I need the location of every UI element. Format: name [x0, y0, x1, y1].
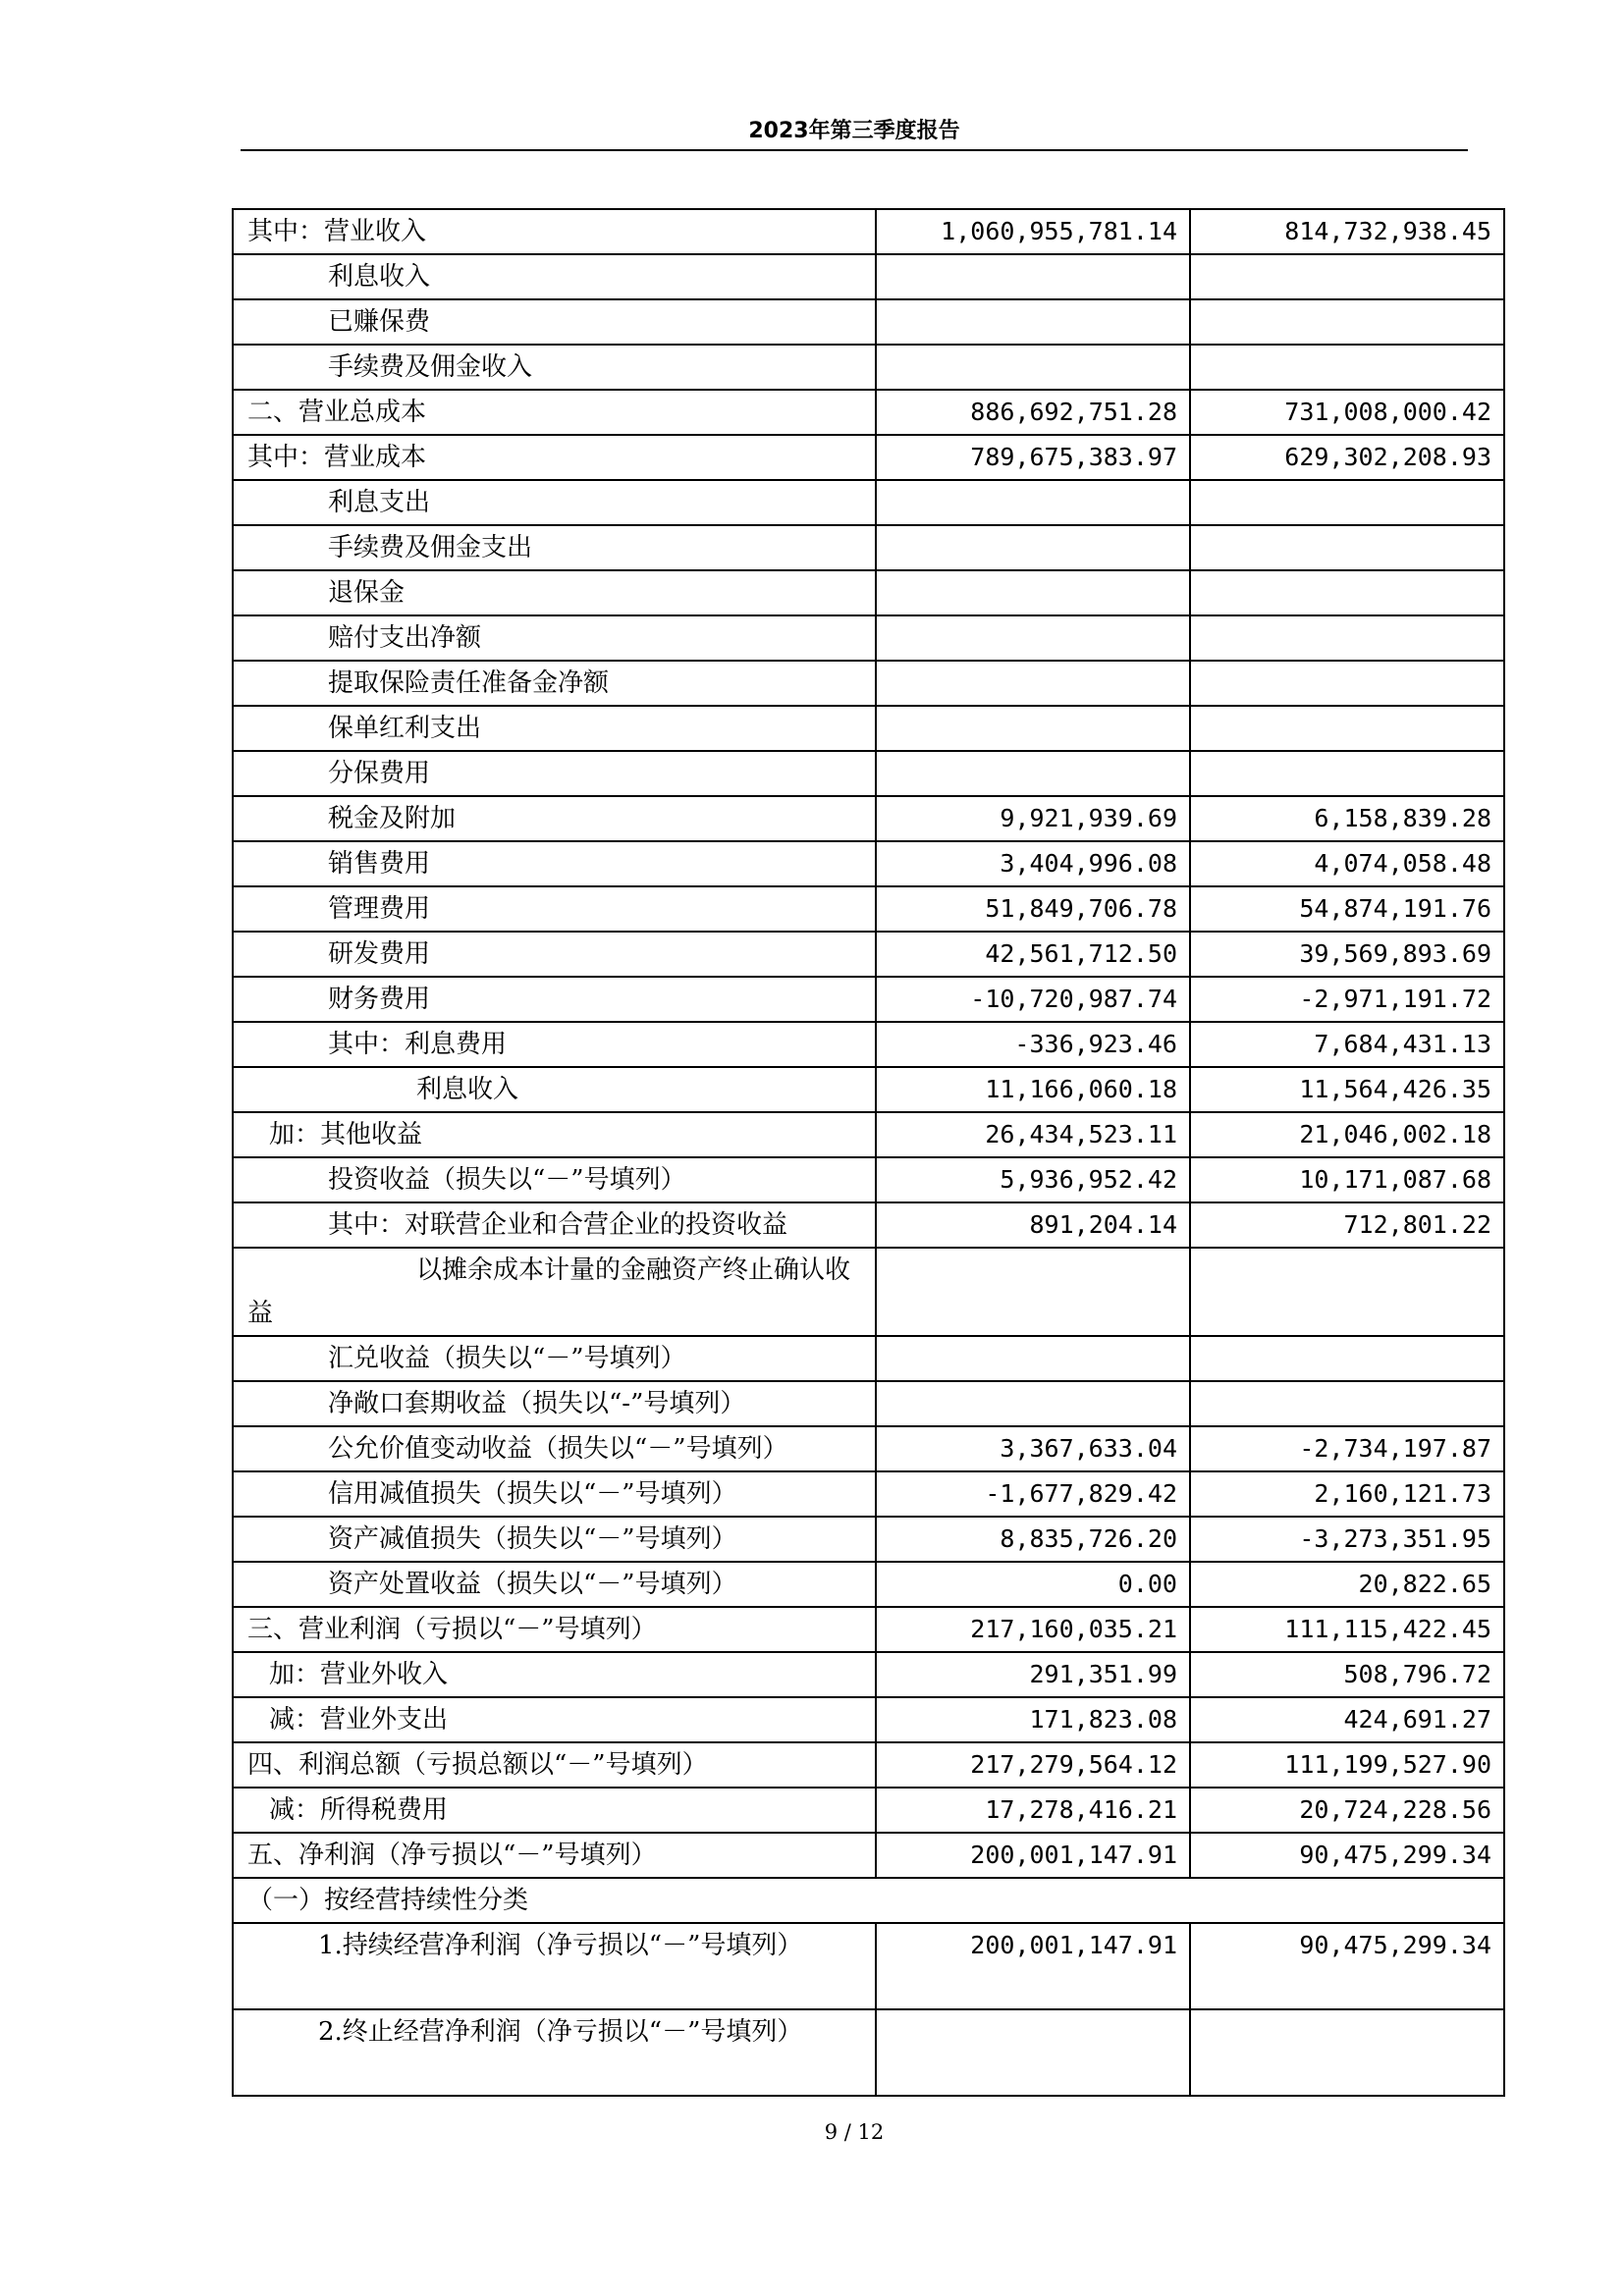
current-period-value: 217,160,035.21 — [876, 1607, 1190, 1652]
current-period-value: 3,367,633.04 — [876, 1426, 1190, 1471]
header-divider — [241, 149, 1468, 151]
current-period-value: 200,001,147.91 — [876, 1833, 1190, 1878]
row-label-cell — [233, 932, 876, 977]
row-label-cell — [233, 1202, 876, 1248]
prior-period-value: -2,734,197.87 — [1190, 1426, 1504, 1471]
row-label-cell — [233, 1022, 876, 1067]
prior-period-value — [1190, 299, 1504, 345]
row-label-cell — [233, 299, 876, 345]
table-row — [233, 977, 1504, 1022]
row-label: 净敞口套期收益（损失以“-”号填列） — [328, 1389, 746, 1418]
row-label: 保单红利支出 — [328, 714, 482, 743]
prior-period-value: 814,732,938.45 — [1190, 209, 1504, 254]
row-label-cell — [233, 435, 876, 480]
prior-period-value: 90,475,299.34 — [1190, 1833, 1504, 1878]
row-label-cell — [233, 841, 876, 886]
current-period-value — [876, 1336, 1190, 1381]
table-row — [233, 1788, 1504, 1833]
prior-period-value — [1190, 1381, 1504, 1426]
prior-period-value — [1190, 254, 1504, 299]
row-label-cell — [233, 796, 876, 841]
row-label-cell — [233, 570, 876, 615]
row-label-cell — [233, 1157, 876, 1202]
row-label-cell — [233, 706, 876, 751]
row-label-cell — [233, 977, 876, 1022]
table-row — [233, 1112, 1504, 1157]
prior-period-value: 39,569,893.69 — [1190, 932, 1504, 977]
prior-period-value: -2,971,191.72 — [1190, 977, 1504, 1022]
table-row — [233, 1202, 1504, 1248]
row-label-cell — [233, 1652, 876, 1697]
prior-period-value — [1190, 480, 1504, 525]
row-label: 1.持续经营净利润（净亏损以“－”号填列） — [318, 1931, 803, 1960]
table-row — [233, 615, 1504, 661]
table-row — [233, 1652, 1504, 1697]
row-label: 其中：对联营企业和合营企业的投资收益 — [328, 1210, 788, 1240]
row-label: 其中：营业收入 — [247, 217, 427, 246]
prior-period-value: 7,684,431.13 — [1190, 1022, 1504, 1067]
prior-period-value: 11,564,426.35 — [1190, 1067, 1504, 1112]
current-period-value: 11,166,060.18 — [876, 1067, 1190, 1112]
prior-period-value — [1190, 345, 1504, 390]
prior-period-value: 111,199,527.90 — [1190, 1742, 1504, 1788]
current-period-value: 1,060,955,781.14 — [876, 209, 1190, 254]
current-period-value: 51,849,706.78 — [876, 886, 1190, 932]
table-row — [233, 1336, 1504, 1381]
prior-period-value — [1190, 2009, 1504, 2096]
current-period-value: 171,823.08 — [876, 1697, 1190, 1742]
row-label-cell — [233, 1562, 876, 1607]
prior-period-value — [1190, 706, 1504, 751]
row-label-cell — [233, 1607, 876, 1652]
prior-period-value: 54,874,191.76 — [1190, 886, 1504, 932]
row-label: 分保费用 — [328, 759, 431, 788]
prior-period-value: 111,115,422.45 — [1190, 1607, 1504, 1652]
row-label: 研发费用 — [328, 939, 431, 969]
row-label-cell — [233, 1742, 876, 1788]
row-label: 利息支出 — [328, 488, 431, 517]
table-row — [233, 209, 1504, 254]
current-period-value: 9,921,939.69 — [876, 796, 1190, 841]
current-period-value — [876, 570, 1190, 615]
row-label: 投资收益（损失以“－”号填列） — [328, 1165, 686, 1195]
row-label: 其中：营业成本 — [247, 443, 427, 472]
row-label: 加：其他收益 — [269, 1120, 423, 1149]
current-period-value: -1,677,829.42 — [876, 1471, 1190, 1517]
row-label-cell — [233, 886, 876, 932]
row-label-cell — [233, 1067, 876, 1112]
prior-period-value: 6,158,839.28 — [1190, 796, 1504, 841]
table-row — [233, 1471, 1504, 1517]
table-row — [233, 706, 1504, 751]
current-period-value — [876, 480, 1190, 525]
table-row — [233, 1426, 1504, 1471]
page-number: 9 / 12 — [824, 2120, 885, 2144]
row-label-cell — [233, 1471, 876, 1517]
table-row — [233, 1067, 1504, 1112]
row-label: 资产处置收益（损失以“－”号填列） — [328, 1570, 737, 1599]
table-row — [233, 751, 1504, 796]
prior-period-value: 10,171,087.68 — [1190, 1157, 1504, 1202]
table-row — [233, 570, 1504, 615]
current-period-value — [876, 1248, 1190, 1336]
prior-period-value — [1190, 1248, 1504, 1336]
row-label-cell — [233, 209, 876, 254]
row-label-cell — [233, 1381, 876, 1426]
table-row — [233, 932, 1504, 977]
table-row — [233, 435, 1504, 480]
row-label: 税金及附加 — [328, 804, 457, 833]
row-label-cell — [233, 615, 876, 661]
table-row — [233, 886, 1504, 932]
current-period-value: 8,835,726.20 — [876, 1517, 1190, 1562]
current-period-value — [876, 254, 1190, 299]
prior-period-value: 424,691.27 — [1190, 1697, 1504, 1742]
prior-period-value: -3,273,351.95 — [1190, 1517, 1504, 1562]
row-label: 退保金 — [328, 578, 406, 608]
current-period-value — [876, 299, 1190, 345]
table-row — [233, 1562, 1504, 1607]
table-row — [233, 1878, 1504, 1923]
row-label-cell — [233, 1788, 876, 1833]
table-row — [233, 299, 1504, 345]
table-row — [233, 1923, 1504, 2009]
row-label-cell — [233, 1923, 876, 2009]
page-header-title: 2023年第三季度报告 — [748, 119, 960, 143]
current-period-value — [876, 615, 1190, 661]
current-period-value: 291,351.99 — [876, 1652, 1190, 1697]
row-label-cell — [233, 254, 876, 299]
current-period-value: 17,278,416.21 — [876, 1788, 1190, 1833]
current-period-value: 789,675,383.97 — [876, 435, 1190, 480]
table-row — [233, 796, 1504, 841]
row-label-cell — [233, 2009, 876, 2096]
current-period-value: 26,434,523.11 — [876, 1112, 1190, 1157]
row-label: 三、营业利润（亏损以“－”号填列） — [247, 1615, 657, 1644]
current-period-value: 42,561,712.50 — [876, 932, 1190, 977]
row-label: 提取保险责任准备金净额 — [328, 668, 610, 698]
current-period-value — [876, 345, 1190, 390]
row-label: 汇兑收益（损失以“－”号填列） — [328, 1344, 686, 1373]
row-label-cell — [233, 480, 876, 525]
row-label: （一）按经营持续性分类 — [247, 1886, 529, 1915]
prior-period-value — [1190, 570, 1504, 615]
prior-period-value — [1190, 615, 1504, 661]
current-period-value — [876, 1381, 1190, 1426]
current-period-value: 886,692,751.28 — [876, 390, 1190, 435]
table-row — [233, 480, 1504, 525]
row-label-cell — [233, 1426, 876, 1471]
row-label: 销售费用 — [328, 849, 431, 879]
current-period-value: 217,279,564.12 — [876, 1742, 1190, 1788]
table-row — [233, 254, 1504, 299]
row-label: 利息收入 — [416, 1075, 519, 1104]
prior-period-value: 508,796.72 — [1190, 1652, 1504, 1697]
row-label-cell — [233, 751, 876, 796]
table-row — [233, 1742, 1504, 1788]
current-period-value — [876, 706, 1190, 751]
row-label: 公允价值变动收益（损失以“－”号填列） — [328, 1434, 788, 1464]
table-row — [233, 1248, 1504, 1336]
row-label-cell — [233, 345, 876, 390]
current-period-value: 200,001,147.91 — [876, 1923, 1190, 2009]
row-label: 资产减值损失（损失以“－”号填列） — [328, 1524, 737, 1554]
table-row — [233, 345, 1504, 390]
prior-period-value: 21,046,002.18 — [1190, 1112, 1504, 1157]
income-statement-body — [233, 209, 1504, 2096]
row-label: 2.终止经营净利润（净亏损以“－”号填列） — [318, 2017, 803, 2047]
prior-period-value: 20,822.65 — [1190, 1562, 1504, 1607]
current-period-value: -10,720,987.74 — [876, 977, 1190, 1022]
row-label: 五、净利润（净亏损以“－”号填列） — [247, 1841, 657, 1870]
row-label: 二、营业总成本 — [247, 398, 427, 427]
table-row — [233, 1381, 1504, 1426]
row-label: 管理费用 — [328, 894, 431, 924]
table-row — [233, 1022, 1504, 1067]
current-period-value — [876, 661, 1190, 706]
row-label: 其中：利息费用 — [328, 1030, 508, 1059]
row-label: 减：营业外支出 — [269, 1705, 449, 1735]
current-period-value — [876, 751, 1190, 796]
row-label: 加：营业外收入 — [269, 1660, 449, 1689]
prior-period-value — [1190, 661, 1504, 706]
current-period-value: 0.00 — [876, 1562, 1190, 1607]
current-period-value: -336,923.46 — [876, 1022, 1190, 1067]
income-statement-table — [232, 208, 1505, 2097]
table-row — [233, 841, 1504, 886]
row-label: 减：所得税费用 — [269, 1795, 449, 1825]
table-row — [233, 390, 1504, 435]
row-label: 赔付支出净额 — [328, 623, 482, 653]
table-row — [233, 1157, 1504, 1202]
table-row — [233, 2009, 1504, 2096]
prior-period-value: 20,724,228.56 — [1190, 1788, 1504, 1833]
prior-period-value — [1190, 525, 1504, 570]
prior-period-value: 2,160,121.73 — [1190, 1471, 1504, 1517]
row-label-cell — [233, 1697, 876, 1742]
row-label-cell — [233, 1878, 1504, 1923]
row-label-cell — [233, 525, 876, 570]
prior-period-value: 4,074,058.48 — [1190, 841, 1504, 886]
row-label: 手续费及佣金支出 — [328, 533, 533, 562]
row-label-cell — [233, 661, 876, 706]
prior-period-value: 629,302,208.93 — [1190, 435, 1504, 480]
row-label: 手续费及佣金收入 — [328, 352, 533, 382]
row-label: 利息收入 — [328, 262, 431, 292]
current-period-value: 3,404,996.08 — [876, 841, 1190, 886]
row-label: 财务费用 — [328, 985, 431, 1014]
row-label-cell — [233, 1517, 876, 1562]
prior-period-value: 90,475,299.34 — [1190, 1923, 1504, 2009]
row-label: 已赚保费 — [328, 307, 431, 337]
row-label-cell — [233, 1336, 876, 1381]
prior-period-value — [1190, 1336, 1504, 1381]
row-label-cell — [233, 390, 876, 435]
current-period-value — [876, 2009, 1190, 2096]
table-row — [233, 1607, 1504, 1652]
table-row — [233, 661, 1504, 706]
row-label-cell — [233, 1112, 876, 1157]
prior-period-value — [1190, 751, 1504, 796]
table-row — [233, 1517, 1504, 1562]
table-row — [233, 1697, 1504, 1742]
row-label-cell — [233, 1833, 876, 1878]
row-label: 四、利润总额（亏损总额以“－”号填列） — [247, 1750, 708, 1780]
current-period-value: 891,204.14 — [876, 1202, 1190, 1248]
row-label-cell — [233, 1248, 876, 1336]
row-label: 信用减值损失（损失以“－”号填列） — [328, 1479, 737, 1509]
prior-period-value: 731,008,000.42 — [1190, 390, 1504, 435]
current-period-value — [876, 525, 1190, 570]
current-period-value: 5,936,952.42 — [876, 1157, 1190, 1202]
table-row — [233, 525, 1504, 570]
row-label: 以摊余成本计量的金融资产终止确认收益 — [247, 1255, 851, 1328]
prior-period-value: 712,801.22 — [1190, 1202, 1504, 1248]
table-row — [233, 1833, 1504, 1878]
